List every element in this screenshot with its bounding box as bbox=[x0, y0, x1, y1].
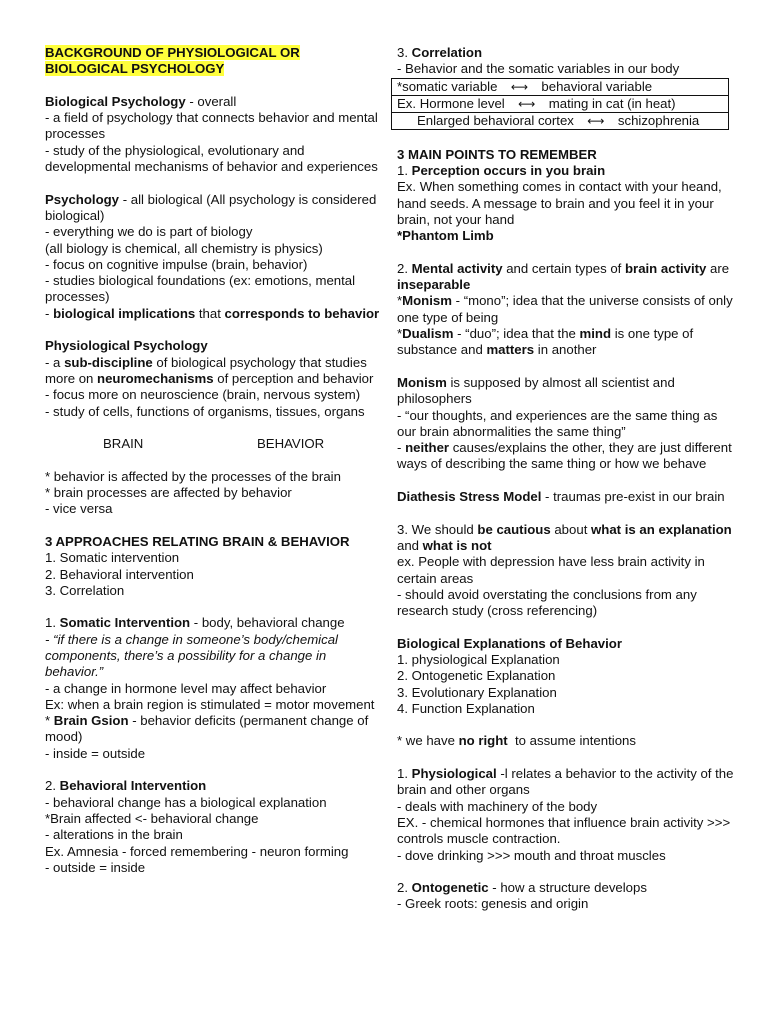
behavior-label: BEHAVIOR bbox=[257, 436, 325, 452]
text-line: - outside = inside bbox=[45, 859, 146, 875]
text-line: - “our thoughts, and experiences are the same thing as our brain abnormalities the same thing” bbox=[397, 407, 718, 439]
text-line: 2. Mental activity and certain types of brain activity are inseparable bbox=[397, 260, 730, 293]
text-line: * behavior is affected by the processes of the brain bbox=[45, 468, 341, 484]
table-cell: *somatic variable ⟷ behavioral variable bbox=[392, 78, 729, 95]
no-right-note: * we have no right to assume intentions bbox=[397, 733, 636, 749]
text-line: - study of the physiological, evolutionary and developmental mechanisms of behavior and experiences bbox=[45, 142, 378, 175]
text-line: - Behavior and the somatic variables in our body bbox=[397, 61, 680, 77]
list-item: 1. Somatic intervention bbox=[45, 550, 180, 566]
text-line: *Monism - “mono”; idea that the universe consists of only one type of being bbox=[397, 293, 733, 325]
monism-section bbox=[397, 375, 734, 473]
approaches-section bbox=[45, 534, 383, 599]
text-line: 3. We should be cautious about what is an explanation and what is not bbox=[397, 521, 732, 553]
list-item: 3. Correlation bbox=[45, 582, 125, 598]
text-line: - inside = outside bbox=[45, 745, 146, 761]
text-line: *Brain affected <- behavioral change bbox=[45, 810, 259, 826]
text-line: Ex: when a brain region is stimulated = motor movement bbox=[45, 696, 375, 712]
text-line: 2. Ontogenetic - how a structure develops bbox=[397, 880, 647, 896]
double-arrow-icon: ⟷ bbox=[510, 79, 529, 94]
main-points-heading: 3 MAIN POINTS TO REMEMBER bbox=[397, 146, 597, 162]
text-line: - alterations in the brain bbox=[45, 827, 183, 843]
somatic-intervention-term: Somatic Intervention bbox=[59, 615, 191, 631]
physiological-psychology-section bbox=[45, 338, 383, 419]
biological-explanations-section bbox=[397, 636, 734, 717]
text-line: - behavioral change has a biological explanation bbox=[45, 794, 327, 810]
table-row bbox=[392, 113, 729, 130]
left-column bbox=[45, 45, 383, 876]
text-line: - everything we do is part of biology bbox=[45, 224, 253, 240]
list-item: 1. physiological Explanation bbox=[397, 651, 560, 667]
table-row bbox=[392, 78, 729, 95]
physiological-explanation-section bbox=[397, 766, 734, 864]
table-row bbox=[392, 95, 729, 112]
physiological-psychology-term: Physiological Psychology bbox=[45, 338, 208, 354]
ontogenetic-section bbox=[397, 880, 734, 913]
diathesis-section bbox=[397, 489, 734, 505]
text-line: - dove drinking >>> mouth and throat muscles bbox=[397, 847, 666, 863]
somatic-intervention-section: 1. Somatic Intervention - body, behavioral change - “if there is a change in someone’s body/chemical components, there’s a possibility for a change in behavior.” - a change in hormone level may affect behavior Ex: when a brain region is stimulated = motor movement * Brain Gsion - behavior deficits (permanent change of mood) - inside = outside bbox=[45, 615, 383, 762]
text-line: * Brain Gsion - behavior deficits (permanent change of mood) bbox=[45, 713, 369, 745]
correlation-table bbox=[391, 78, 729, 131]
text-line: EX. - chemical hormones that influence brain activity >>> controls muscle contraction. bbox=[397, 814, 731, 847]
double-arrow-icon: ⟷ bbox=[518, 96, 536, 111]
list-item: 2. Ontogenetic Explanation bbox=[397, 668, 556, 684]
biological-psychology-section: Biological Psychology - overall - a field of psychology that connects behavior and mental processes - study of the physiological, evolutionary and developmental mechanisms of behavior and experiences bbox=[45, 94, 383, 175]
text-line: - biological implications that corresponds to behavior bbox=[45, 305, 380, 321]
approaches-heading: 3 APPROACHES RELATING BRAIN & BEHAVIOR bbox=[45, 533, 350, 549]
brain-behavior-notes bbox=[45, 469, 383, 518]
list-item: 4. Function Explanation bbox=[397, 700, 535, 716]
psychology-section: Psychology - all biological (All psychology is considered biological) - everything we do is part of biology (all biology is chemical, all chemistry is physics) - focus on cognitive impulse (brain, behavior) - studies biological foundations (ex: emotions, mental processes) - biological implications that corresponds to behavior bbox=[45, 192, 383, 322]
text-line: Ex. Amnesia - forced remembering - neuron forming bbox=[45, 843, 349, 859]
text-line: - a change in hormone level may affect behavior bbox=[45, 680, 327, 696]
brain-label: BRAIN bbox=[103, 436, 144, 452]
text-line: - vice versa bbox=[45, 501, 113, 517]
text-line: - deals with machinery of the body bbox=[397, 798, 598, 814]
text-line: Ex. When something comes in contact with your heand, hand seeds. A message to brain and you feel it in your brain, not your hand bbox=[397, 179, 722, 227]
text-line: - focus on cognitive impulse (brain, behavior) bbox=[45, 256, 308, 272]
phantom-limb-note: *Phantom Limb bbox=[397, 228, 494, 244]
text-line: (all biology is chemical, all chemistry is physics) bbox=[45, 240, 323, 256]
main-points-section: 3 MAIN POINTS TO REMEMBER 1. Perception occurs in you brain Ex. When something comes in contact with your heand, hand seeds. A message to brain and you feel it in your brain, not your hand *Phantom Limb 2. Mental activity and certain types of brain activity are inseparable *Monism - “mono”; idea that the universe consists of only one type of being *Dualism - “duo”; idea that the mind is one type of substance and matters in another bbox=[397, 146, 733, 358]
text-line: - Greek roots: genesis and origin bbox=[397, 896, 589, 912]
double-arrow-icon: ⟷ bbox=[587, 114, 605, 129]
brain-behavior-row bbox=[103, 436, 383, 452]
cautious-section bbox=[397, 522, 734, 620]
table-cell: Enlarged behavioral cortex ⟷ schizophrenia bbox=[392, 113, 729, 130]
text-line: *Dualism - “duo”; idea that the mind is one type of substance and matters in another bbox=[397, 326, 694, 358]
text-line: - study of cells, functions of organisms, tissues, organs bbox=[45, 403, 365, 419]
text-line: * brain processes are affected by behavior bbox=[45, 485, 292, 501]
text-line: - should avoid overstating the conclusions from any research study (cross referencing) bbox=[397, 586, 697, 619]
correlation-term: Correlation bbox=[411, 45, 483, 60]
right-column bbox=[397, 45, 734, 913]
text-line: Monism is supposed by almost all scientist and philosophers bbox=[397, 374, 675, 407]
list-item: 2. Behavioral intervention bbox=[45, 566, 194, 582]
behavioral-intervention-term: Behavioral Intervention bbox=[59, 778, 207, 794]
psychology-term: Psychology bbox=[45, 191, 120, 207]
text-line: Diathesis Stress Model - traumas pre-exist in our brain bbox=[397, 489, 725, 505]
text-line: ex. People with depression have less brain activity in certain areas bbox=[397, 554, 705, 586]
text-line: - a field of psychology that connects behavior and mental processes bbox=[45, 110, 378, 142]
behavioral-intervention-section: 2. Behavioral Intervention - behavioral change has a biological explanation *Brain affected <- behavioral change - alterations in the brain Ex. Amnesia - forced remembering - neuron forming - outside = inside bbox=[45, 778, 383, 876]
text-line: - a sub-discipline of biological psychology that studies more on neuromechanisms of perception and behavior bbox=[45, 354, 374, 386]
text-line: - studies biological foundations (ex: emotions, mental processes) bbox=[45, 273, 356, 305]
quote: - “if there is a change in someone’s body/chemical components, there’s a possibility for a change in behavior.” bbox=[45, 631, 338, 680]
page-title: BACKGROUND OF PHYSIOLOGICAL OR BIOLOGICAL PSYCHOLOGY bbox=[45, 45, 300, 77]
biological-explanations-heading: Biological Explanations of Behavior bbox=[397, 635, 622, 651]
text-line: - focus more on neuroscience (brain, nervous system) bbox=[45, 387, 361, 403]
biological-psychology-term: Biological Psychology bbox=[45, 93, 186, 109]
text-line: - neither causes/explains the other, they are just different ways of describing the same thing or how we behave bbox=[397, 440, 732, 472]
correlation-section: 3. Correlation - Behavior and the somatic variables in our body *somatic variable ⟷ behavioral variable Ex. Hormone level ⟷ mating in cat (in heat) Enlarged behavioral cortex ⟷ schizophrenia bbox=[397, 45, 734, 130]
text-line: 1. Physiological -l relates a behavior to the activity of the brain and other organs bbox=[397, 766, 734, 798]
table-cell: Ex. Hormone level ⟷ mating in cat (in heat) bbox=[392, 95, 729, 112]
list-item: 3. Evolutionary Explanation bbox=[397, 684, 557, 700]
